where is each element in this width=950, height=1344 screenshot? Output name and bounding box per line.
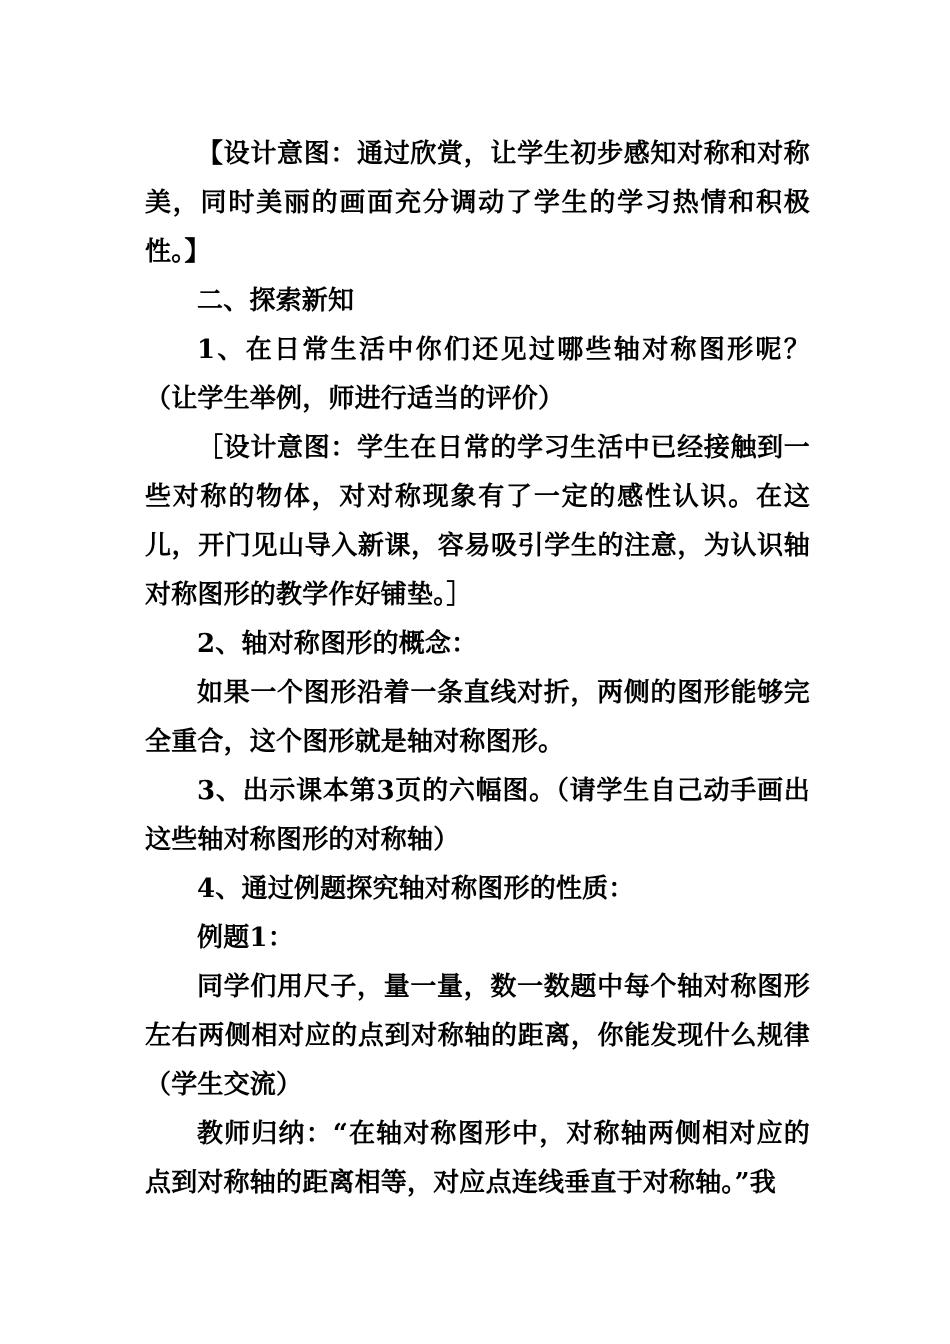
concept-heading: 2、轴对称图形的概念： [197,629,478,659]
example-instruction: 同学们用尺子，量一量，数一数题中每个轴对称图形左右两侧相对应的点到对称轴的距离，你能发现什么规律（学生交流） [145,972,810,1100]
design-intent-paragraph-1: 【设计意图：通过欣赏，让学生初步感知对称和对称美，同时美丽的画面充分调动了学生的学习热情和积极性。】 [145,139,810,267]
concept-definition: 如果一个图形沿着一条直线对折，两侧的图形能够完全重合，这个图形就是轴对称图形。 [145,678,810,757]
textbook-activity: 3、出示课本第3页的六幅图。（请学生自己动手画出这些轴对称图形的对称轴） [145,776,810,855]
question-paragraph-1: 1、在日常生活中你们还见过哪些轴对称图形呢？（让学生举例，师进行适当的评价） [145,335,810,414]
example-label: 例题1： [197,923,294,953]
property-heading: 4、通过例题探究轴对称图形的性质： [197,874,635,904]
design-intent-paragraph-2: ［设计意图：学生在日常的学习生活中已经接触到一些对称的物体，对对称现象有了一定的感性认识。在这儿，开门见山导入新课，容易吸引学生的注意，为认识轴对称图形的教学作好铺垫。］ [145,433,810,610]
section-heading-explore: 二、探索新知 [197,286,355,316]
teacher-summary: 教师归纳：“在轴对称图形中，对称轴两侧相对应的点到对称轴的距离相等，对应点连线垂直于对称轴。”我 [145,1119,810,1198]
document-body [145,130,810,1208]
